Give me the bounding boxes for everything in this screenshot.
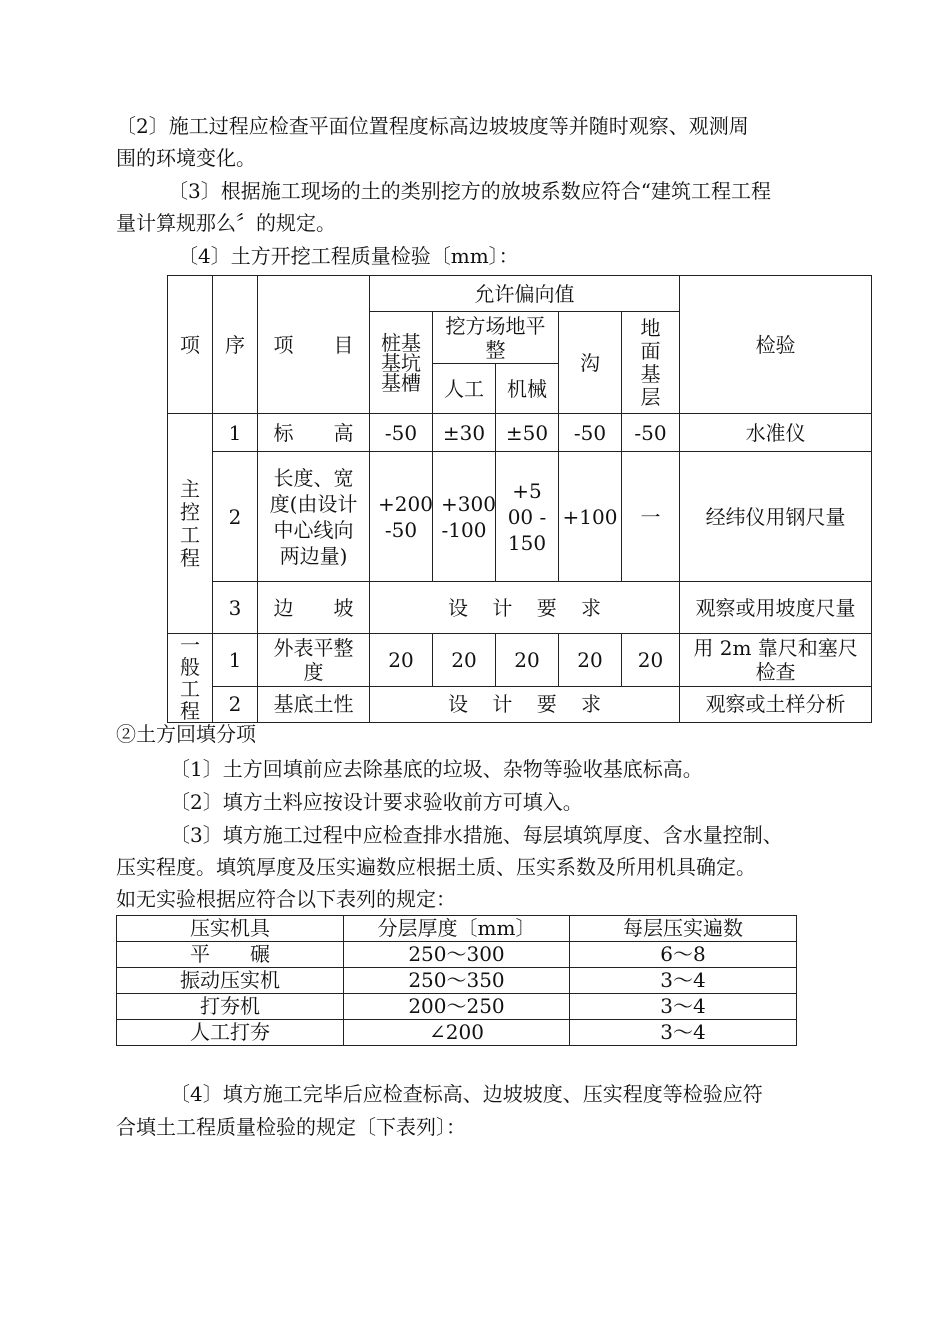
row-seq: 1 bbox=[213, 414, 258, 452]
cell-check-method: 观察或用坡度尺量 bbox=[680, 582, 872, 634]
table-cell: ∠200 bbox=[344, 1020, 570, 1046]
cell-design-requirement: 设 计 要 求 bbox=[370, 582, 680, 634]
row-seq: 2 bbox=[213, 686, 258, 722]
header-ditch: 沟 bbox=[559, 312, 622, 414]
cell-value: +500 -150 bbox=[496, 452, 559, 582]
cell-value: +200 -50 bbox=[370, 452, 433, 582]
group-main-control: 主控工程 bbox=[168, 414, 213, 634]
row-name: 长度、宽度(由设计中心线向两边量) bbox=[258, 452, 370, 582]
header-cell: 压实机具 bbox=[117, 916, 344, 942]
paragraph-line: 如无实验根据应符合以下表列的规定： bbox=[116, 887, 456, 911]
compaction-table bbox=[116, 915, 797, 1046]
paragraph-line: 〔2〕施工过程应检查平面位置程度标高边坡坡度等并随时观察、观测周 bbox=[116, 114, 749, 138]
table-row bbox=[117, 942, 797, 968]
paragraph-line: 〔2〕填方土料应按设计要求验收前方可填入。 bbox=[170, 790, 583, 814]
header-cell: 每层压实遍数 bbox=[570, 916, 797, 942]
cell-value: 20 bbox=[622, 634, 680, 687]
paragraph-line: 围的环境变化。 bbox=[116, 146, 256, 170]
cell-design-requirement: 设 计 要 求 bbox=[370, 686, 680, 722]
table-row bbox=[117, 1020, 797, 1046]
paragraph-line: 〔4〕土方开挖工程质量检验〔mm〕： bbox=[178, 244, 519, 268]
header-machine: 机械 bbox=[496, 364, 559, 414]
cell-value: 20 bbox=[433, 634, 496, 687]
table-cell: 打夯机 bbox=[117, 994, 344, 1020]
section-heading: ②土方回填分项 bbox=[116, 722, 256, 746]
table-cell: 250～350 bbox=[344, 968, 570, 994]
table-cell: 3～4 bbox=[570, 968, 797, 994]
row-name: 外表平整度 bbox=[258, 634, 370, 687]
group-general: 一般工程 bbox=[168, 634, 213, 723]
table-row bbox=[117, 968, 797, 994]
paragraph-line: 〔3〕根据施工现场的土的类别挖方的放坡系数应符合“建筑工程工程 bbox=[168, 179, 771, 203]
table-cell: 6～8 bbox=[570, 942, 797, 968]
cell-value: 20 bbox=[496, 634, 559, 687]
header-manual: 人工 bbox=[433, 364, 496, 414]
cell-value: -50 bbox=[622, 414, 680, 452]
cell-value: 20 bbox=[559, 634, 622, 687]
paragraph-line: 〔4〕填方施工完毕后应检查标高、边坡坡度、压实程度等检验应符 bbox=[170, 1082, 763, 1106]
table-cell: 振动压实机 bbox=[117, 968, 344, 994]
cell-value: +300 -100 bbox=[433, 452, 496, 582]
header-allowable-deviation: 允许偏向值 bbox=[370, 276, 680, 312]
header-site-leveling: 挖方场地平整 bbox=[433, 312, 559, 364]
cell-value: 20 bbox=[370, 634, 433, 687]
row-seq: 3 bbox=[213, 582, 258, 634]
header-check: 检验 bbox=[680, 276, 872, 414]
cell-check-method: 观察或土样分析 bbox=[680, 686, 872, 722]
header-ground-base: 地面基层 bbox=[622, 312, 680, 414]
table-cell: 200～250 bbox=[344, 994, 570, 1020]
row-name: 基底土性 bbox=[258, 686, 370, 722]
table-cell: 平 碾 bbox=[117, 942, 344, 968]
table-cell: 3～4 bbox=[570, 994, 797, 1020]
cell-value: ±30 bbox=[433, 414, 496, 452]
row-seq: 2 bbox=[213, 452, 258, 582]
paragraph-line: 量计算规那么〞的规定。 bbox=[116, 211, 336, 235]
cell-check-method: 用 2m 靠尺和塞尺检查 bbox=[680, 634, 872, 687]
header-seq: 序 bbox=[213, 276, 258, 414]
header-project: 项 目 bbox=[258, 276, 370, 414]
row-name: 标 高 bbox=[258, 414, 370, 452]
header-cell: 分层厚度〔mm〕 bbox=[344, 916, 570, 942]
paragraph-line: 压实程度。填筑厚度及压实遍数应根据土质、压实系数及所用机具确定。 bbox=[116, 855, 756, 879]
table-cell: 人工打夯 bbox=[117, 1020, 344, 1046]
cell-value: ±50 bbox=[496, 414, 559, 452]
paragraph-line: 合填土工程质量检验的规定〔下表列〕： bbox=[116, 1115, 466, 1139]
row-name: 边 坡 bbox=[258, 582, 370, 634]
cell-value: -50 bbox=[559, 414, 622, 452]
header-item: 项 bbox=[168, 276, 213, 414]
row-seq: 1 bbox=[213, 634, 258, 687]
cell-check-method: 水准仪 bbox=[680, 414, 872, 452]
cell-value: 一 bbox=[622, 452, 680, 582]
cell-value: -50 bbox=[370, 414, 433, 452]
paragraph-line: 〔3〕填方施工过程中应检查排水措施、每层填筑厚度、含水量控制、 bbox=[170, 823, 783, 847]
cell-check-method: 经纬仪用钢尺量 bbox=[680, 452, 872, 582]
table-cell: 250～300 bbox=[344, 942, 570, 968]
paragraph-line: 〔1〕土方回填前应去除基底的垃圾、杂物等验收基底标高。 bbox=[170, 757, 703, 781]
table-cell: 3～4 bbox=[570, 1020, 797, 1046]
excavation-quality-table bbox=[167, 275, 872, 723]
header-pile-pit: 桩基基坑基槽 bbox=[370, 312, 433, 414]
cell-value: +100 bbox=[559, 452, 622, 582]
table-row bbox=[117, 994, 797, 1020]
